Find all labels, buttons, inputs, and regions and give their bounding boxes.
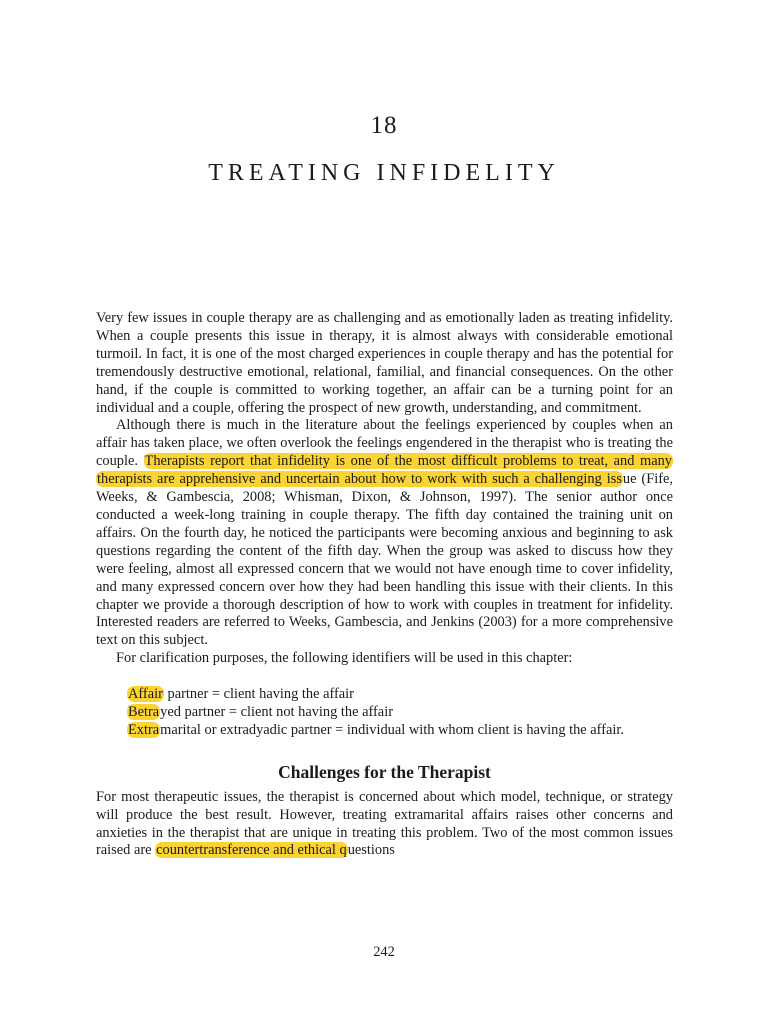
definition-text: yed partner = client not having the affair — [160, 704, 393, 721]
chapter-number: 18 — [370, 112, 398, 139]
highlighted-text: Therapists report that infidelity is one of the most difficult problems to treat, and many therapists are apprehensive and uncertain about how to work with such a challenging iss — [97, 453, 672, 488]
chapter-body — [96, 310, 673, 860]
paragraph-therapist-feelings — [96, 417, 673, 650]
chapter-title: TREATING INFIDELITY — [208, 160, 560, 186]
definition-text: partner = client having the affair — [163, 686, 354, 703]
paragraph-clarification: For clarification purposes, the following identifiers will be used in this chapter: — [116, 650, 573, 667]
paragraph-text: For most therapeutic issues, the therapist is concerned about which model, technique, or strategy will produce the best result. However, treating extramarital affairs raises other concerns and anxieties in the therapist that are unique in treating this problem. Two of the most common issues raised are — [96, 788, 673, 859]
paragraph-text: ue (Fife, Weeks, & Gambescia, 2008; Whisman, Dixon, & Johnson, 1997). The senior author once conducted a week-long training in couple therapy. The fifth day contained the training unit on affairs. On the fourth day, he noticed the participants were becoming anxious and beginning to ask questions regarding the content of the fifth day. When the group was asked to discuss how they were feeling, almost all expressed concern that we would not have enough time to cover infidelity, and many expressed concern over how they had been handling this issue with their clients. In this chapter we provide a thorough description of how to work with couples in treatment for infidelity. Interested readers are referred to Weeks, Gambescia, and Jenkins (2003) for a more comprehensive text on this subject. — [96, 471, 673, 649]
definition-text: marital or extradyadic partner = individual with whom client is having the affair. — [160, 721, 624, 738]
highlighted-text: Betra — [128, 704, 160, 721]
highlighted-text: Extra — [128, 721, 160, 738]
page-number: 242 — [373, 944, 395, 960]
paragraph-text: uestions — [347, 842, 395, 859]
section-heading: Challenges for the Therapist — [278, 761, 491, 782]
paragraph-text: Although there is much in the literature about the feelings experienced by couples when an affair has taken place, we often overlook the feelings engendered in the therapist who is treating the couple. — [96, 417, 673, 470]
paragraph-challenges — [96, 789, 673, 861]
definition-item — [127, 686, 673, 704]
definition-list — [96, 686, 673, 740]
definition-item — [127, 704, 673, 722]
highlighted-text: Affair — [128, 686, 163, 703]
definition-item — [127, 722, 673, 740]
highlighted-text: countertransference and ethical q — [156, 842, 347, 859]
paragraph-intro: Very few issues in couple therapy are as challenging and as emotionally laden as treating infidelity. When a couple presents this issue in therapy, it is almost always with considerable emotional turmoil. In fact, it is one of the most charged experiences in couple therapy and has the potential for tremendously destructive emotional, relational, familial, and financial consequences. On the other hand, if the couple is committed to working together, an affair can be a turning point for an individual and a couple, offering the prospect of new growth, understanding, and commitment. — [96, 310, 673, 416]
